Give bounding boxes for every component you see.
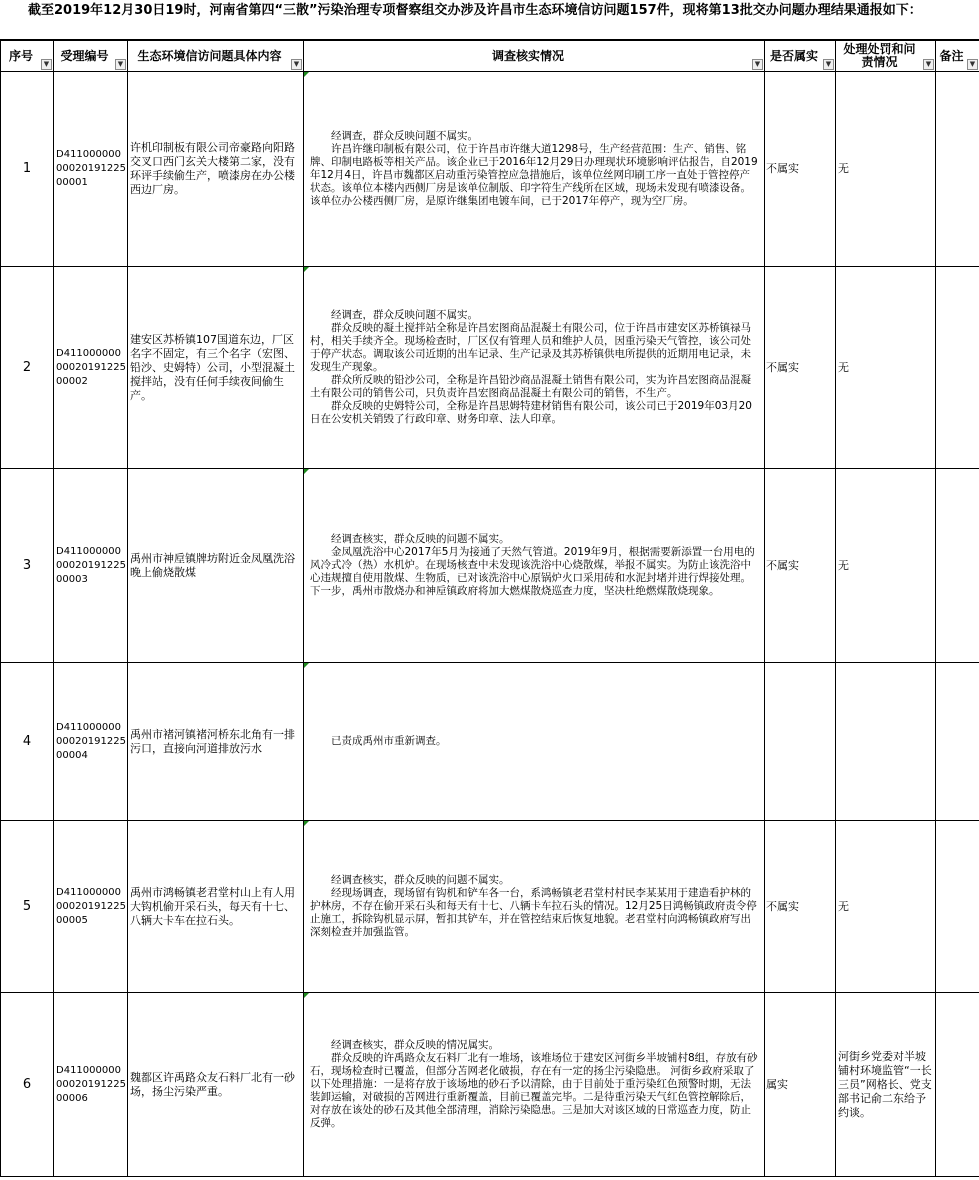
filter-dropdown-icon[interactable]: ▼ [41, 59, 52, 70]
verified-cell [765, 663, 836, 821]
comment-marker-icon [304, 72, 309, 77]
comment-marker-icon [304, 469, 309, 474]
remark-cell [936, 72, 979, 267]
column-header-code: 受理编号 ▼ [54, 41, 128, 72]
comment-marker-icon [304, 267, 309, 272]
filter-dropdown-icon[interactable]: ▼ [115, 59, 126, 70]
seq-cell: 5 [1, 821, 54, 993]
column-header-seq: 序号 ▼ [1, 41, 54, 72]
verified-cell: 不属实 [765, 821, 836, 993]
remark-cell [936, 469, 979, 663]
filter-dropdown-icon[interactable]: ▼ [923, 59, 934, 70]
code-cell: D4110000000002019122500004 [54, 663, 128, 821]
filter-dropdown-icon[interactable]: ▼ [823, 59, 834, 70]
code-cell: D4110000000002019122500006 [54, 993, 128, 1177]
seq-cell: 2 [1, 267, 54, 469]
investigation-cell: 经调查核实，群众反映的问题不属实。 金凤凰洗浴中心2017年5月为接通了天然气管道。2019年9月，根据需要新添置一台用电的风冷式冷（热）水机炉。在现场核查中未发现该洗浴中心烧散煤，举报不属实。为防止该洗浴中心违规擅自使用散煤、生物质，已对该洗浴中心原锅炉火口采用砖和水泥封堵并进行焊接处理。下一步，禹州市散烧办和神垕镇政府将加大燃煤散烧巡查力度，坚决杜绝燃煤散烧现象。 [304, 469, 765, 663]
petition-results-table [0, 40, 979, 1177]
seq-cell: 3 [1, 469, 54, 663]
remark-cell [936, 821, 979, 993]
investigation-cell: 经调查核实，群众反映的情况属实。 群众反映的许禹路众友石料厂北有一堆场，该堆场位于建安区河街乡半坡铺村8组，存放有砂石，现场检查时已覆盖，但部分苫网老化破损，存在有一定的扬尘污染隐患。 河街乡政府采取了以下处理措施：一是将存放于该场地的砂石予以清除，由于目前处于重污染红色预警时期，无法装卸运输，对破损的苫网进行重新覆盖，目前已覆盖完毕。二是待重污染天气红色管控解除后，对存放在该处的砂石及其他全部清理，消除污染隐患。三是加大对该区域的日常巡查力度，防止反弹。 [304, 993, 765, 1177]
content-cell: 魏都区许禹路众友石料厂北有一砂场，扬尘污染严重。 [128, 993, 304, 1177]
seq-cell: 6 [1, 993, 54, 1177]
seq-cell: 4 [1, 663, 54, 821]
content-cell: 禹州市褚河镇褚河桥东北角有一排污口，直接向河道排放污水 [128, 663, 304, 821]
filter-dropdown-icon[interactable]: ▼ [752, 59, 763, 70]
code-cell: D4110000000002019122500002 [54, 267, 128, 469]
content-cell: 许机印制板有限公司帝豪路向阳路交叉口西门玄关大楼第二家，没有环评手续偷生产，喷漆房在办公楼西边厂房。 [128, 72, 304, 267]
verified-cell: 不属实 [765, 267, 836, 469]
table-row [1, 993, 979, 1177]
column-header-content: 生态环境信访问题具体内容 ▼ [128, 41, 304, 72]
seq-cell: 1 [1, 72, 54, 267]
code-cell: D4110000000002019122500003 [54, 469, 128, 663]
report-title [0, 0, 979, 40]
verified-cell: 不属实 [765, 72, 836, 267]
filter-dropdown-icon[interactable]: ▼ [967, 59, 978, 70]
comment-marker-icon [304, 821, 309, 826]
content-cell: 建安区苏桥镇107国道东边，厂区名字不固定，有三个名字（宏图、铅沙、史姆特）公司，小型混凝土搅拌站，没有任何手续夜间偷生产。 [128, 267, 304, 469]
table-row [1, 267, 979, 469]
remark-cell [936, 267, 979, 469]
handling-cell [836, 663, 936, 821]
code-cell: D4110000000002019122500005 [54, 821, 128, 993]
content-cell: 禹州市神垕镇牌坊附近金凤凰洗浴晚上偷烧散煤 [128, 469, 304, 663]
handling-cell: 无 [836, 72, 936, 267]
table-row [1, 469, 979, 663]
report-title-text: 截至2019年12月30日19时，河南省第四“三散”污染治理专项督察组交办涉及许昌市生态环境信访问题157件，现将第13批交办问题办理结果通报如下： [28, 3, 922, 18]
comment-marker-icon [304, 663, 309, 668]
table-header-row [1, 41, 979, 72]
code-cell: D4110000000002019122500001 [54, 72, 128, 267]
investigation-cell: 经调查核实，群众反映的问题不属实。 经现场调查，现场留有钩机和铲车各一台，系鸿畅镇老君堂村村民李某某用于建造看护林的护林房，不存在偷开采石头和每天有十七、八辆卡车拉石头的情况。12月25日鸿畅镇政府责令停止施工，拆除钩机显示屏，暂扣其铲车，并在管控结束后恢复地貌。老君堂村向鸿畅镇政府写出深刻检查并加强监管。 [304, 821, 765, 993]
handling-cell: 无 [836, 469, 936, 663]
investigation-cell: 经调查，群众反映问题不属实。 许昌许继印制板有限公司，位于许昌市许继大道1298号，生产经营范围：生产、销售、铭牌、印制电路板等相关产品。该企业已于2016年12月29日办理现状环境影响评估报告，自2019年12月4日，许昌市魏都区启动重污染管控应急措施后，该单位丝网印刷工序一直处于管控停产状态。该单位本楼内西侧厂房是该单位制版、印字符生产线所在区域，现场未发现有喷漆设备。该单位办公楼西侧厂房，是原许继集团电镀车间，已于2017年停产，现为空厂房。 [304, 72, 765, 267]
filter-dropdown-icon[interactable]: ▼ [291, 59, 302, 70]
verified-cell: 不属实 [765, 469, 836, 663]
content-cell: 禹州市鸿畅镇老君堂村山上有人用大钩机偷开采石头，每天有十七、八辆大卡车在拉石头。 [128, 821, 304, 993]
comment-marker-icon [304, 993, 309, 998]
handling-cell: 河街乡党委对半坡铺村环境监管“一长三员”网格长、党支部书记俞二东给予约谈。 [836, 993, 936, 1177]
table-row [1, 821, 979, 993]
handling-cell: 无 [836, 821, 936, 993]
verified-cell: 属实 [765, 993, 836, 1177]
remark-cell [936, 993, 979, 1177]
remark-cell [936, 663, 979, 821]
investigation-cell: 已责成禹州市重新调查。 [304, 663, 765, 821]
column-header-remark: 备注 ▼ [936, 41, 979, 72]
table-row [1, 72, 979, 267]
handling-cell: 无 [836, 267, 936, 469]
table-row [1, 663, 979, 821]
column-header-verified: 是否属实 ▼ [765, 41, 836, 72]
column-header-handling: 处理处罚和问责情况 ▼ [836, 41, 936, 72]
investigation-cell: 经调查，群众反映问题不属实。 群众反映的凝土搅拌站全称是许昌宏图商品混凝土有限公司，位于许昌市建安区苏桥镇禄马村，相关手续齐全。现场检查时，厂区仅有管理人员和维护人员，因重污染天气管控，该公司处于停产状态。调取该公司近期的出车记录、生产记录及其苏桥镇供电所提供的近期用电记录，未发现生产现象。 群众所反映的铅沙公司，全称是许昌铅沙商品混凝土销售有限公司，实为许昌宏图商品混凝土有限公司的销售公司，只负责许昌宏图商品混凝土有限公司的销售，不生产。 群众反映的史姆特公司，全称是许昌思姆特建材销售有限公司，该公司已于2019年03月20日在公安机关销毁了行政印章、财务印章、法人印章。 [304, 267, 765, 469]
column-header-investigation: 调查核实情况 ▼ [304, 41, 765, 72]
